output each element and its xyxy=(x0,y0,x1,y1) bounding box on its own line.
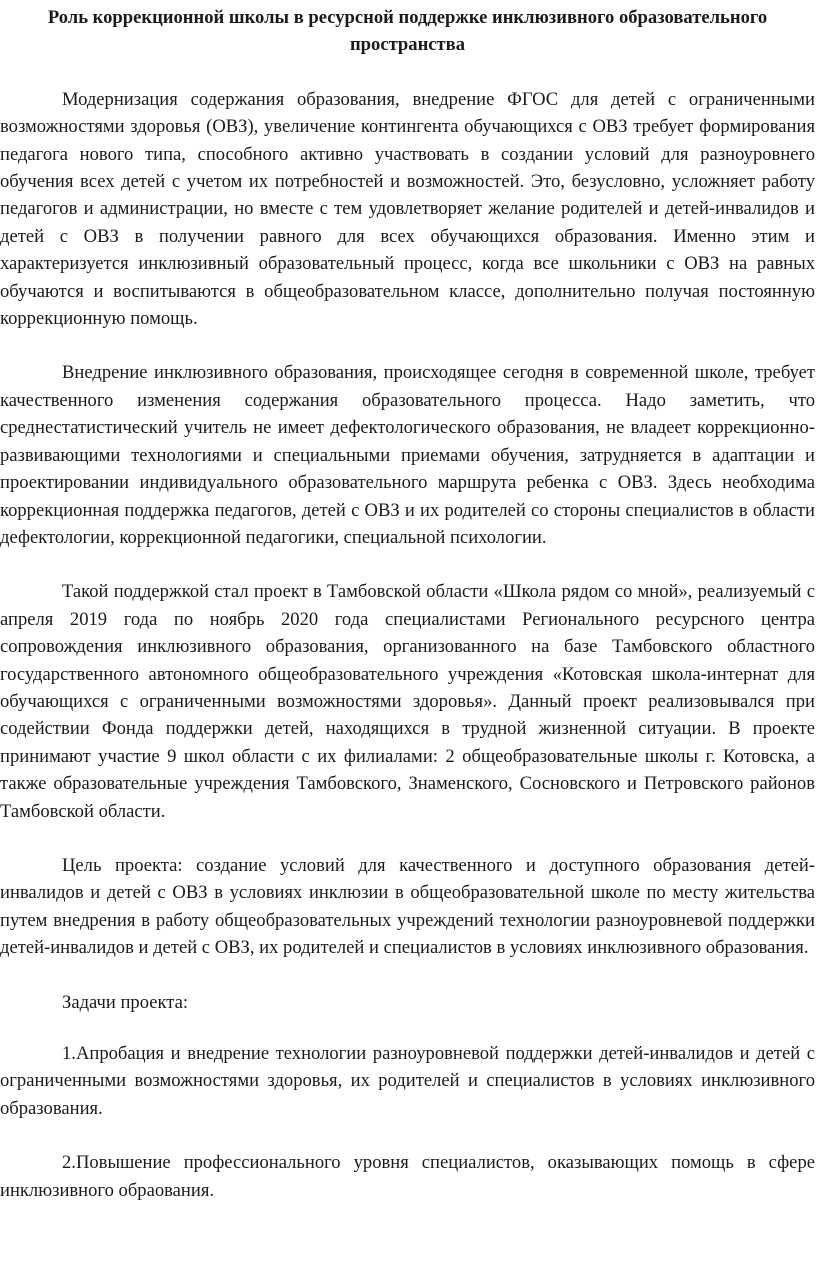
paragraph-project-goal: Цель проекта: создание условий для качественного и доступного образования детей-инвалидов и детей с ОВЗ в условиях инклюзии в общеобразовательной школе по месту жительства путем внедрения в работу общеобразовательных учреждений технологии разноуровневой поддержки детей-инвалидов и детей с ОВЗ, их родителей и специалистов в условиях инклюзивного образования. xyxy=(0,854,815,959)
document-title: Роль коррекционной школы в ресурсной поддержке инклюзивного образовательного пространства xyxy=(47,7,768,56)
paragraph-project-description: Такой поддержкой стал проект в Тамбовской области «Школа рядом со мной», реализуемый с апреля 2019 года по ноябрь 2020 года специалистами Регионального ресурсного центра сопровождения инклюзивного образования, организованного на базе Тамбовского областного государственного автономного общеобразовательного учреждения «Котовская школа-интернат для обучающихся с ограниченными возможностями здоровья». Данный проект реализовывался при содействии Фонда поддержки детей, находящихся в трудной жизненной ситуации. В проекте принимают участие 9 школ области с их филиалами: 2 общеобразовательные школы г. Котовска, а также образовательные учреждения Тамбовского, Знаменского, Сосновского и Петровского районов Тамбовской области. xyxy=(0,581,815,822)
paragraph-inclusive-education: Внедрение инклюзивного образования, происходящее сегодня в современной школе, требует качественного изменения содержания образовательного процесса. Надо заметить, что среднестатистический учитель не имеет дефектологического образования, не владеет коррекционно-развивающими технологиями и специальными приемами обучения, затрудняется в адаптации и проектировании индивидуального образовательного маршрута ребенка с ОВЗ. Здесь необходима коррекционная поддержка педагогов, детей с ОВЗ и их родителей со стороны специалистов в области дефектологии, коррекционной педагогики, специальной психологии. xyxy=(0,362,815,548)
paragraph-modernization: Модернизация содержания образования, внедрение ФГОС для детей с ограниченными возможностями здоровья (ОВЗ), увеличение контингента обучающихся с ОВЗ требует формирования педагога нового типа, способного активно участвовать в создании условий для разноуровнего обучения всех детей с учетом их потребностей и возможностей. Это, безусловно, усложняет работу педагогов и администрации, но вместе с тем удовлетворяет желание родителей и детей-инвалидов и детей с ОВЗ в получении равного для всех обучающихся образования. Именно этим и характеризуется инклюзивный образовательный процесс, когда все школьники с ОВЗ на равных обучаются и воспитываются в общеобразовательном классе, дополнительно получая постоянную коррекционную помощь. xyxy=(0,88,815,330)
paragraph-tasks-heading: Задачи проекта: xyxy=(62,991,189,1013)
paragraph-task-1: 1.Апробация и внедрение технологии разноуровневой поддержки детей-инвалидов и детей с ограниченными возможностями здоровья, их родителей и специалистов в условиях инклюзивного образования. xyxy=(0,1043,815,1119)
paragraph-task-2: 2.Повышение профессионального уровня специалистов, оказывающих помощь в сфере инклюзивного обраования. xyxy=(0,1152,815,1201)
